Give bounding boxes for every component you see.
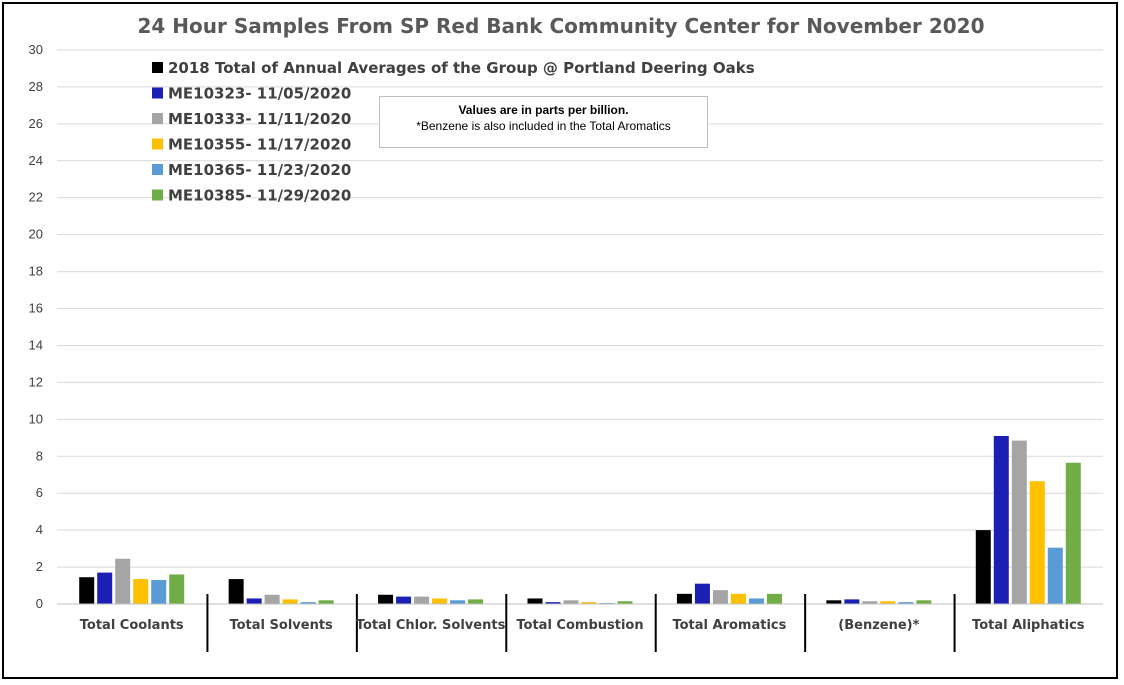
legend-swatch <box>152 190 163 201</box>
bar <box>229 579 244 604</box>
x-category-label: Total Combustion <box>516 618 644 633</box>
y-tick-label: 6 <box>35 485 43 501</box>
legend-label: ME10323- 11/05/2020 <box>168 84 352 103</box>
legend-label: ME10333- 11/11/2020 <box>168 110 352 128</box>
bar <box>916 600 931 604</box>
bar <box>1048 548 1063 604</box>
bar <box>1012 441 1027 604</box>
bar <box>976 530 991 604</box>
bar <box>151 580 166 604</box>
chart-title: 24 Hour Samples From SP Red Bank Community Center for November 2020 <box>137 14 985 38</box>
bar <box>169 574 184 604</box>
bar <box>844 599 859 604</box>
bar <box>468 599 483 604</box>
y-tick-label: 24 <box>28 152 43 168</box>
y-tick-label: 14 <box>28 337 43 353</box>
bar <box>1030 481 1045 604</box>
bars <box>79 436 1081 604</box>
legend-label: 2018 Total of Annual Averages of the Group @ Portland Deering Oaks <box>168 59 755 77</box>
bar <box>97 573 112 604</box>
units-note-line-1: Values are in parts per billion. <box>458 103 629 117</box>
bar <box>994 436 1009 604</box>
bar <box>450 600 465 604</box>
bar <box>378 595 393 604</box>
legend-label: ME10385- 11/29/2020 <box>168 186 352 205</box>
legend-swatch <box>152 62 163 73</box>
bar <box>319 600 334 604</box>
x-category-label: (Benzene)* <box>838 618 920 633</box>
bar <box>1066 463 1081 604</box>
x-category-label: Total Aromatics <box>672 618 787 633</box>
y-tick-label: 12 <box>28 374 43 390</box>
y-tick-label: 26 <box>28 115 43 131</box>
bar <box>247 598 262 604</box>
x-category-label: Total Chlor. Solvents <box>355 618 506 633</box>
bar <box>767 594 782 604</box>
y-tick-label: 10 <box>28 411 43 427</box>
y-tick-label: 0 <box>35 596 43 611</box>
x-axis-categories <box>80 618 1085 633</box>
bar <box>749 598 764 604</box>
bar <box>414 597 429 604</box>
bar <box>731 594 746 604</box>
legend-label: ME10355- 11/17/2020 <box>168 135 352 154</box>
x-category-label: Total Aliphatics <box>972 618 1085 633</box>
bar <box>564 600 579 604</box>
x-category-label: Total Coolants <box>79 618 184 633</box>
y-tick-label: 8 <box>35 448 43 464</box>
y-tick-label: 2 <box>35 559 43 575</box>
bar <box>79 577 94 604</box>
bar <box>432 598 447 604</box>
units-note-line-2: *Benzene is also included in the Total Aromatics <box>416 119 671 133</box>
bar <box>695 584 710 604</box>
legend-label: ME10365- 11/23/2020 <box>168 161 352 179</box>
bar <box>528 598 543 604</box>
y-tick-label: 28 <box>28 78 43 94</box>
bar <box>396 597 411 604</box>
bar <box>265 595 280 604</box>
bar <box>713 590 728 604</box>
y-axis-ticks <box>29 42 43 611</box>
y-tick-label: 22 <box>28 189 43 205</box>
legend-swatch <box>152 139 163 150</box>
y-tick-label: 16 <box>28 300 43 316</box>
x-category-label: Total Solvents <box>229 618 333 633</box>
bar <box>133 579 148 604</box>
bar <box>115 559 130 604</box>
legend-swatch <box>152 113 163 124</box>
y-tick-label: 18 <box>28 263 43 279</box>
y-tick-label: 4 <box>35 522 43 538</box>
y-tick-label: 30 <box>28 42 43 57</box>
legend-swatch <box>152 164 163 175</box>
legend-swatch <box>152 88 163 99</box>
bar <box>677 594 692 604</box>
units-note <box>379 96 708 148</box>
bar <box>826 600 841 604</box>
bar <box>283 599 298 604</box>
y-tick-label: 20 <box>28 226 43 242</box>
